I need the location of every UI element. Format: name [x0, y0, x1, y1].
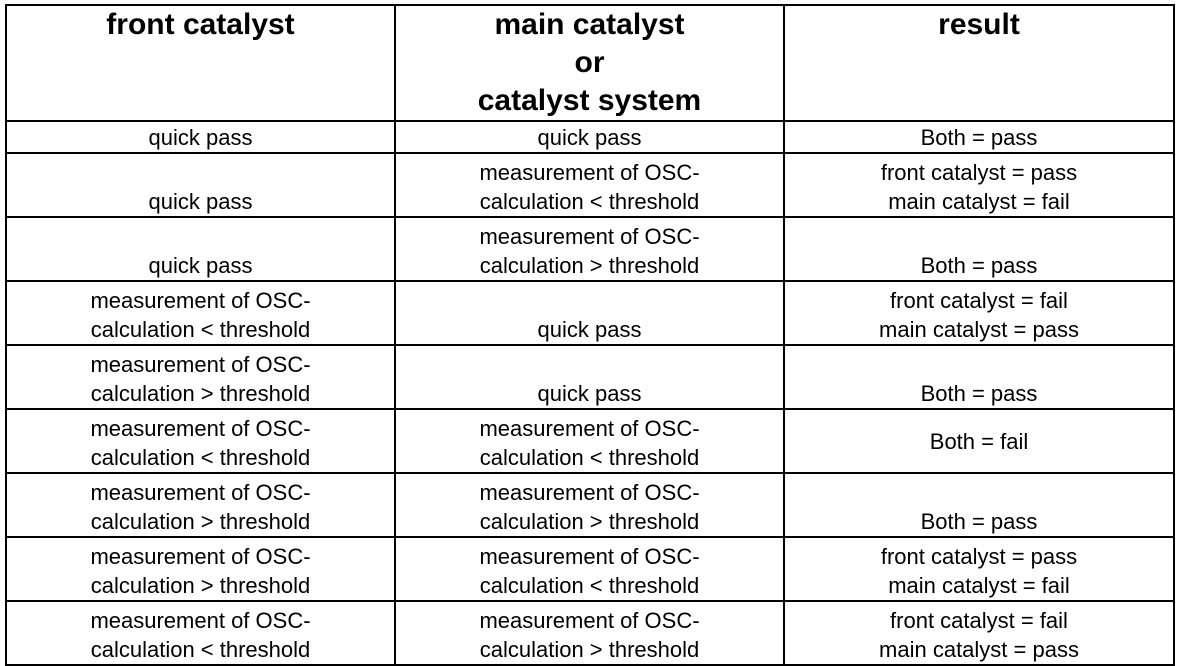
cell-text-line: calculation > threshold [479, 637, 700, 662]
cell-text-line: calculation < threshold [479, 445, 700, 470]
table-row [6, 281, 1174, 345]
cell-text-line: Both = pass [920, 253, 1038, 278]
cell-text-line: main catalyst = fail [888, 189, 1070, 214]
cell-front [6, 345, 395, 409]
table-row [6, 345, 1174, 409]
cell-text-line: measurement of OSC- [90, 608, 311, 633]
cell-front [6, 153, 395, 217]
header-front-line: front catalyst [106, 8, 295, 41]
cell-text-line: calculation < threshold [479, 189, 700, 214]
cell-text-line: calculation > threshold [90, 381, 311, 406]
cell-text-line: measurement of OSC- [90, 544, 311, 569]
cell-text-line: front catalyst = fail [890, 608, 1068, 633]
cell-text-line: measurement of OSC- [479, 608, 700, 633]
table-row [6, 409, 1174, 473]
cell-main [395, 473, 784, 537]
cell-text-line: measurement of OSC- [90, 288, 311, 313]
cell-result [784, 601, 1174, 665]
catalyst-result-table [5, 4, 1175, 666]
cell-text-line: calculation < threshold [90, 445, 311, 470]
cell-text-line: calculation > threshold [90, 573, 311, 598]
cell-main [395, 153, 784, 217]
cell-main [395, 281, 784, 345]
header-main-line: or [574, 46, 605, 79]
table-body [6, 121, 1174, 665]
cell-text-line: quick pass [148, 125, 253, 150]
table-row [6, 537, 1174, 601]
cell-text-line: measurement of OSC- [479, 544, 700, 569]
table-row [6, 217, 1174, 281]
cell-text-line: quick pass [537, 125, 642, 150]
cell-front [6, 281, 395, 345]
header-result-line: result [938, 8, 1020, 41]
cell-main [395, 121, 784, 153]
cell-main [395, 601, 784, 665]
cell-text-line: front catalyst = pass [880, 544, 1078, 569]
header-main-line: catalyst system [477, 84, 702, 117]
cell-text-line: calculation > threshold [90, 509, 311, 534]
cell-main [395, 537, 784, 601]
cell-text-line: quick pass [148, 189, 253, 214]
table-row [6, 473, 1174, 537]
cell-text-line: main catalyst = pass [879, 317, 1079, 342]
cell-result [784, 345, 1174, 409]
cell-result [784, 409, 1174, 473]
cell-result [784, 121, 1174, 153]
header-result [784, 5, 1174, 121]
cell-text-line: quick pass [537, 381, 642, 406]
table-row [6, 153, 1174, 217]
cell-text-line: calculation < threshold [479, 573, 700, 598]
cell-text-line: quick pass [148, 253, 253, 278]
cell-front [6, 601, 395, 665]
cell-main [395, 409, 784, 473]
cell-text-line: Both = pass [920, 381, 1038, 406]
cell-text-line: measurement of OSC- [479, 480, 700, 505]
cell-text-line: Both = fail [929, 428, 1029, 454]
cell-text-line: measurement of OSC- [479, 224, 700, 249]
cell-result [784, 473, 1174, 537]
cell-text-line: measurement of OSC- [90, 352, 311, 377]
cell-text-line: Both = pass [920, 509, 1038, 534]
cell-front [6, 473, 395, 537]
cell-text-line: calculation > threshold [479, 509, 700, 534]
cell-main [395, 217, 784, 281]
cell-text-line: front catalyst = fail [890, 288, 1068, 313]
cell-text-line: quick pass [537, 317, 642, 342]
cell-front [6, 121, 395, 153]
cell-text-line: measurement of OSC- [479, 416, 700, 441]
cell-result [784, 217, 1174, 281]
cell-result [784, 281, 1174, 345]
table-row [6, 601, 1174, 665]
header-main-catalyst [395, 5, 784, 121]
table-row [6, 121, 1174, 153]
cell-text-line: Both = pass [920, 125, 1038, 150]
cell-text-line: measurement of OSC- [479, 160, 700, 185]
cell-text-line: measurement of OSC- [90, 416, 311, 441]
cell-text-line: calculation < threshold [90, 317, 311, 342]
cell-text-line: main catalyst = pass [879, 637, 1079, 662]
cell-front [6, 409, 395, 473]
cell-front [6, 537, 395, 601]
cell-text-line: calculation > threshold [479, 253, 700, 278]
cell-result [784, 153, 1174, 217]
cell-text-line: measurement of OSC- [90, 480, 311, 505]
cell-text-line: calculation < threshold [90, 637, 311, 662]
cell-text-line: front catalyst = pass [880, 160, 1078, 185]
header-main-line: main catalyst [494, 8, 685, 41]
cell-text-line: main catalyst = fail [888, 573, 1070, 598]
header-front-catalyst [6, 5, 395, 121]
cell-main [395, 345, 784, 409]
cell-result [784, 537, 1174, 601]
cell-front [6, 217, 395, 281]
header-row [6, 5, 1174, 121]
